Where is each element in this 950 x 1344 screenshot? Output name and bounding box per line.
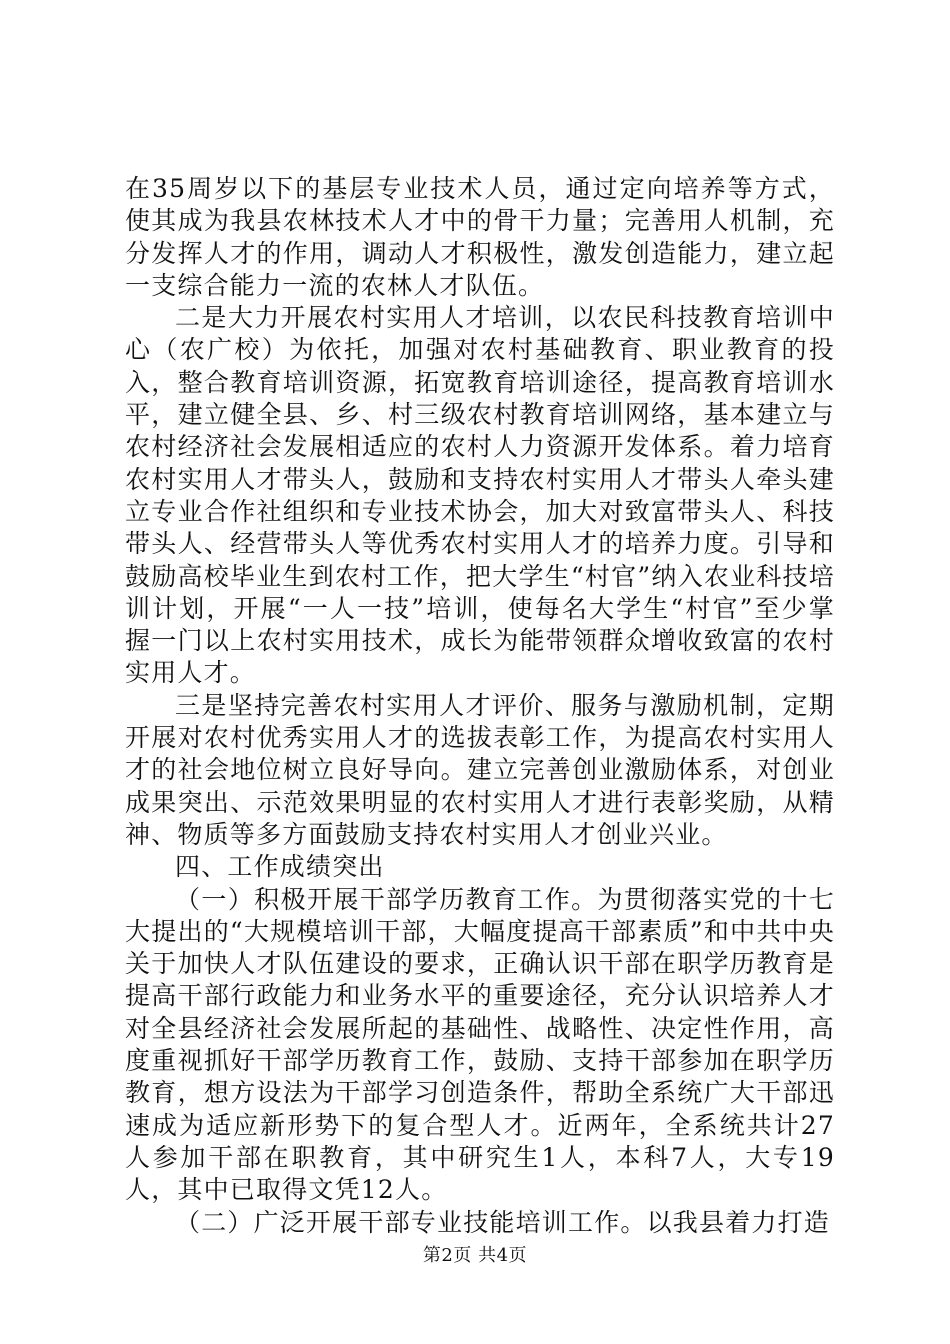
paragraph-education-work: （一）积极开展干部学历教育工作。为贯彻落实党的十七大提出的“大规模培训干部，大幅度提高干部素质”和中共中央关于加快人才队伍建设的要求，正确认识干部在职学历教育是提高干部行政能力和业务水平的重要途径，充分认识培养人才对全县经济社会发展所起的基础性、战略性、决定性作用，高度重视抓好干部学历教育工作，鼓励、支持干部参加在职学历教育，想方设法为干部学习创造条件，帮助全系统广大干部迅速成为适应新形势下的复合型人才。近两年，全系统共计27人参加干部在职教育，其中研究生1人，本科7人，大专19人，其中已取得文凭12人。 <box>125 884 835 1205</box>
page-number-footer: 第2页 共4页 <box>422 1245 528 1266</box>
paragraph-incentive-mechanism: 三是坚持完善农村实用人才评价、服务与激励机制，定期开展对农村优秀实用人才的选拔表彰工作，为提高农村实用人才的社会地位树立良好导向。建立完善创业激励体系，对创业成果突出、示范效果明显的农村实用人才进行表彰奖励，从精神、物质等多方面鼓励支持农村实用人才创业兴业。 <box>125 690 835 849</box>
paragraph-rural-talent-training: 二是大力开展农村实用人才培训，以农民科技教育培训中心（农广校）为依托，加强对农村基础教育、职业教育的投入，整合教育培训资源，拓宽教育培训途径，提高教育培训水平，建立健全县、乡、村三级农村教育培训网络，基本建立与农村经济社会发展相适应的农村人力资源开发体系。着力培育农村实用人才带头人，鼓励和支持农村实用人才带头人牵头建立专业合作社组织和专业技术协会，加大对致富带头人、科技带头人、经营带头人等优秀农村实用人才的培养力度。引导和鼓励高校毕业生到农村工作，把大学生“村官”纳入农业科技培训计划，开展“一人一技”培训，使每名大学生“村官”至少掌握一门以上农村实用技术，成长为能带领群众增收致富的农村实用人才。 <box>125 303 835 688</box>
document-body <box>125 173 835 1239</box>
paragraph-skills-training: （二）广泛开展干部专业技能培训工作。以我县着力打造 <box>175 1207 831 1237</box>
paragraph-continuation: 在35周岁以下的基层专业技术人员，通过定向培养等方式，使其成为我县农林技术人才中的骨干力量；完善用人机制，充分发挥人才的作用，调动人才积极性，激发创造能力，建立起一支综合能力一流的农林人才队伍。 <box>125 174 835 300</box>
section-heading-achievements: 四、工作成绩突出 <box>175 852 385 882</box>
